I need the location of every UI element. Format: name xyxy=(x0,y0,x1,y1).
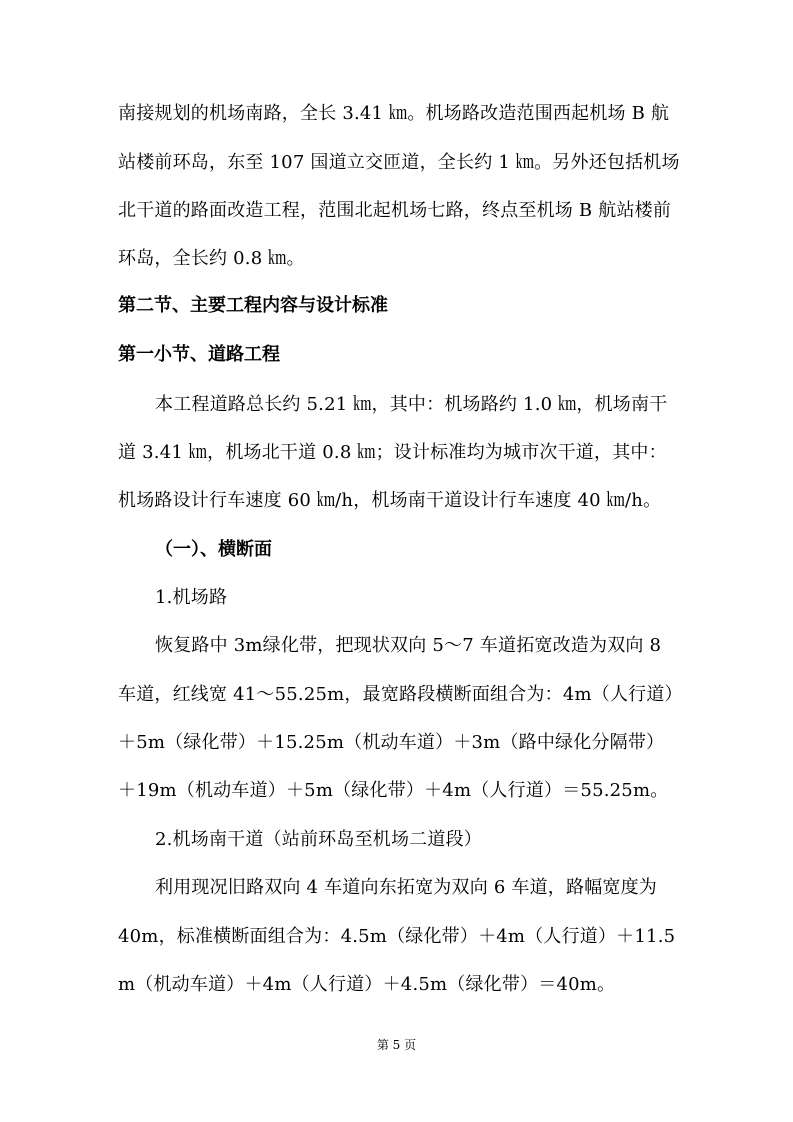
section-heading: 第二节、主要工程内容与设计标准 xyxy=(118,295,388,316)
paragraph-line: 利用现况旧路双向 4 车道向东拓宽为双向 6 车道，路幅宽度为 xyxy=(155,877,657,898)
paragraph-line: ＋5m（绿化带）＋15.25m（机动车道）＋3m（路中绿化分隔带） xyxy=(118,732,665,753)
subsection-heading: 第一小节、道路工程 xyxy=(118,344,280,365)
cross-section-heading: （一）、横断面 xyxy=(155,539,272,560)
paragraph-line: 恢复路中 3m绿化带，把现状双向 5～7 车道拓宽改造为双向 8 xyxy=(155,635,662,656)
paragraph-line: 道 3.41 ㎞，机场北干道 0.8 ㎞；设计标准均为城市次干道，其中： xyxy=(118,442,667,463)
paragraph-line: 本工程道路总长约 5.21 ㎞，其中：机场路约 1.0 ㎞，机场南干 xyxy=(155,394,668,415)
paragraph-line: m（机动车道）＋4m（人行道）＋4.5m（绿化带）＝40m。 xyxy=(118,974,616,995)
paragraph-line: 北干道的路面改造工程，范围北起机场七路，终点至机场 B 航站楼前 xyxy=(118,200,672,221)
paragraph-line: 站楼前环岛，东至 107 国道立交匝道，全长约 1 ㎞。另外还包括机场 xyxy=(118,152,680,173)
paragraph-line: 机场路设计行车速度 60 ㎞/h，机场南干道设计行车速度 40 ㎞/h。 xyxy=(118,490,662,511)
paragraph-line: 车道，红线宽 41～55.25m，最宽路段横断面组合为：4m（人行道） xyxy=(118,684,683,705)
paragraph-line: ＋19m（机动车道）＋5m（绿化带）＋4m（人行道）＝55.25m。 xyxy=(118,780,669,801)
item-title: 2.机场南干道（站前环岛至机场二道段） xyxy=(155,829,482,850)
paragraph-line: 环岛，全长约 0.8 ㎞。 xyxy=(118,248,305,269)
paragraph-line: 40m，标准横断面组合为：4.5m（绿化带）＋4m（人行道）＋11.5 xyxy=(118,926,676,947)
page-number: 第 5 页 xyxy=(376,1038,417,1052)
item-title: 1.机场路 xyxy=(155,587,228,608)
paragraph-line: 南接规划的机场南路，全长 3.41 ㎞。机场路改造范围西起机场 B 航 xyxy=(118,103,670,124)
